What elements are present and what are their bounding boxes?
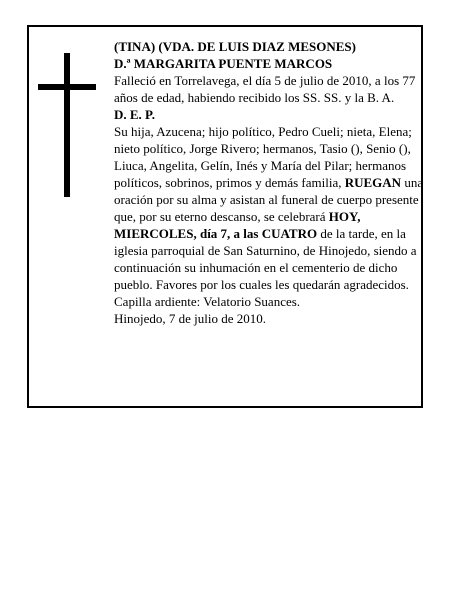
family-paragraph <box>114 123 424 310</box>
place-date: Hinojedo, 7 de julio de 2010. <box>114 311 267 326</box>
notice-header-line: (TINA) (VDA. DE LUIS DIAZ MESONES) <box>114 39 356 54</box>
cross-horizontal-bar <box>38 84 96 90</box>
ruegan-text: RUEGAN <box>344 175 402 190</box>
day-text-bold: HOY, MIERCOLES, <box>114 209 361 241</box>
ceremony-text: de la tarde, en la iglesia parroquial de San Saturnino, de Hinojedo, siendo a continuación su inhumación en el cementerio de dicho pueblo. Favores por los cuales les quedarán agradecidos. Capilla ardiente: Velatorio Suances. <box>114 226 417 309</box>
family-text: Su hija, Azucena; hijo político, Pedro Cueli; nieta, Elena; nieto político, Jorge Rivero; hermanos, Tasio (), Senio (), Liuca, Angelita, Gelín, Inés y María del Pilar; hermanos políticos, sobrinos, primos y demás familia, <box>114 124 412 190</box>
request-text: una oración por su alma y asistan al funeral de cuerpo presente que, por su eterno descanso, se celebrará <box>114 175 424 224</box>
obituary-text <box>114 38 424 327</box>
day-text: día 7, a las <box>196 226 262 241</box>
death-info: Falleció en Torrelavega, el día 5 de julio de 2010, a los 77 años de edad, habiendo recibido los SS. SS. y la B. A. <box>114 73 416 105</box>
cross-vertical-bar <box>64 53 70 197</box>
deceased-name: D.ª MARGARITA PUENTE MARCOS <box>114 56 333 71</box>
cross-icon <box>38 53 96 197</box>
dep-line: D. E. P. <box>114 107 156 122</box>
hour-text-bold: CUATRO <box>261 226 318 241</box>
